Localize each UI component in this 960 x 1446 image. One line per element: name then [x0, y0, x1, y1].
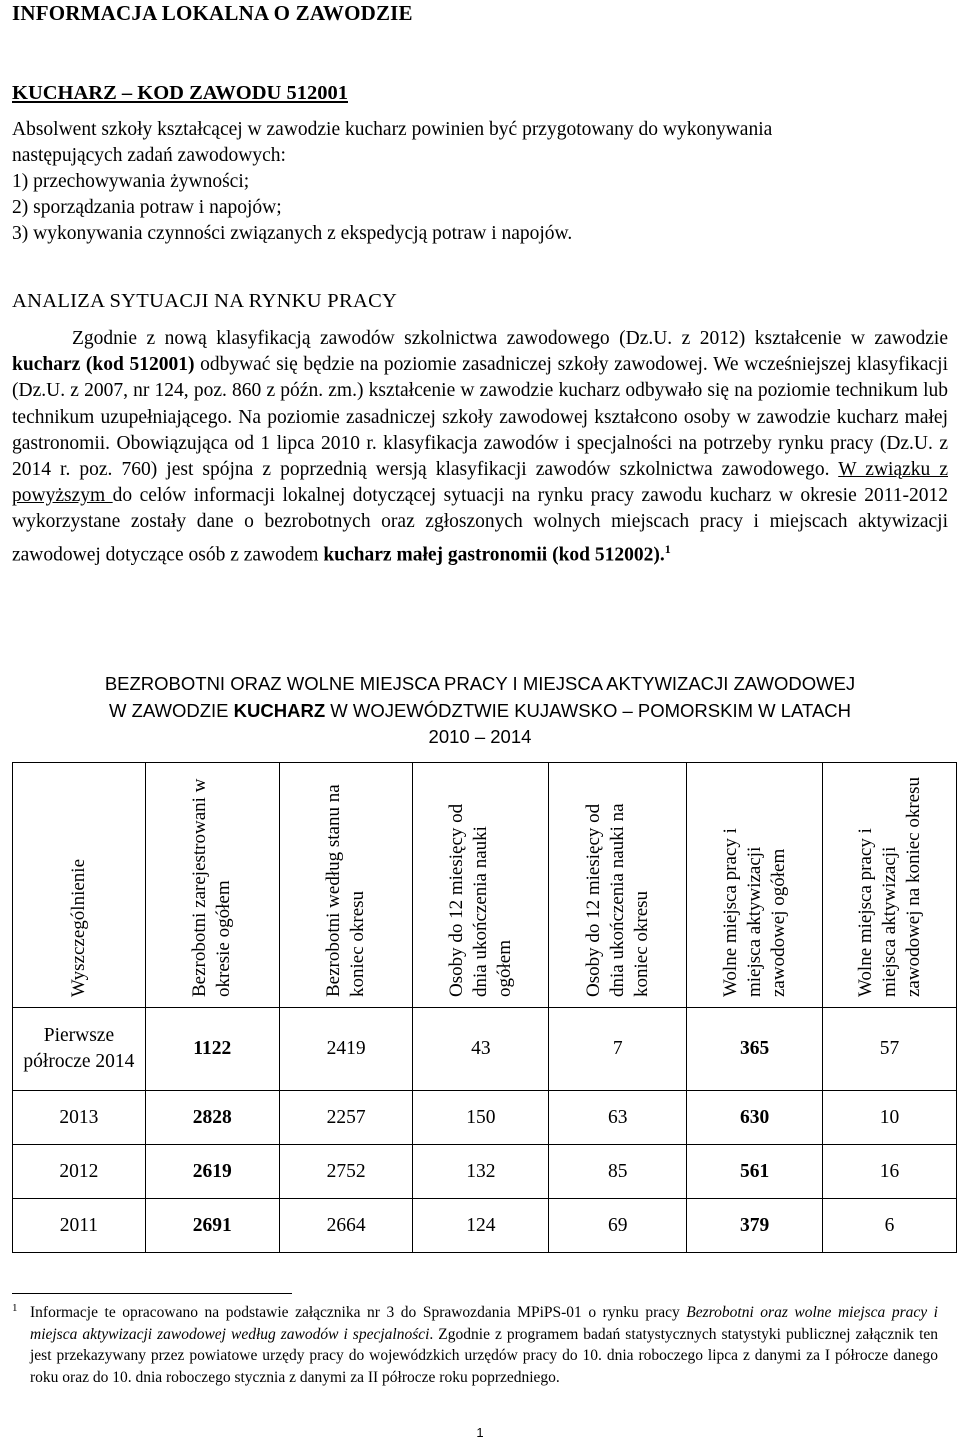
analysis-paragraph: [12, 326, 948, 568]
table-title: [12, 671, 948, 751]
table-title-text: W WOJEWÓDZTWIE KUJAWSKO – POMORSKIM W LATACH: [325, 699, 852, 721]
column-header-text: Bezrobotni według stanu na koniec okresu: [323, 784, 369, 997]
table-cell: 2419: [279, 1008, 413, 1091]
table-cell: 132: [413, 1145, 549, 1199]
table-cell: 561: [687, 1145, 823, 1199]
table-cell: 63: [549, 1091, 687, 1145]
table-cell: 7: [549, 1008, 687, 1091]
column-header: [13, 763, 146, 1008]
row-label: 2011: [13, 1199, 146, 1253]
table-cell: 2752: [279, 1145, 413, 1199]
table-row: [13, 1145, 957, 1199]
table-cell: 150: [413, 1091, 549, 1145]
table-title-line: BEZROBOTNI ORAZ WOLNE MIEJSCA PRACY I MIEJSCA AKTYWIZACJI ZAWODOWEJ: [104, 673, 856, 694]
intro-block: [12, 117, 948, 247]
intro-lead-line-2: następujących zadań zawodowych:: [12, 145, 286, 166]
analysis-text: odbywać się będzie na poziomie zasadniczej szkoły zawodowej. We wcześniejszej klasyfikacji (Dz.U. z 2007, nr 124, poz. 860 z późn. zm.) kształcenie w zawodzie kucharz odbywało się na poziomie technikum lub technikum uzupełniającego. Na poziomie zasadniczej szkoły zawodowej kształcono osoby w zawodzie kucharz małej gastronomii. Obowiązująca od 1 lipca 2010 r. klasyfikacja zawodów i specjalności na potrzeby rynku pracy (Dz.U. z 2014 r. poz. 760) jest spójna z poprzednią wersją klasyfikacji zawodów szkolnictwa zawodowego.: [12, 354, 948, 481]
document-title: INFORMACJA LOKALNA O ZAWODZIE: [12, 1, 413, 25]
footnote-text: Informacje te opracowano na podstawie załącznika nr 3 do Sprawozdania MPiPS-01 o rynku pracy: [30, 1304, 687, 1321]
analysis-underlined: W związku z powyższym: [12, 459, 948, 507]
table-cell: 85: [549, 1145, 687, 1199]
table-cell: 57: [823, 1008, 957, 1091]
table-cell: 43: [413, 1008, 549, 1091]
column-header: [279, 763, 413, 1008]
row-label: 2012: [13, 1145, 146, 1199]
column-header: [549, 763, 687, 1008]
table-cell: 6: [823, 1199, 957, 1253]
analysis-text: Zgodnie z nową klasyfikacją zawodów szkolnictwa zawodowego (Dz.U. z 2012) kształcenie w zawodzie: [72, 328, 948, 349]
analysis-text: do celów informacji lokalnej dotyczącej sytuacji na rynku pracy zawodu kucharz w okresie 2011-2012 wykorzystane zostały dane o bezrobotnych oraz zgłoszonych wolnych miejscach pracy i miejscach aktywizacji zawodowej dotyczące osób z zawodem: [12, 485, 948, 566]
table-cell: 365: [687, 1008, 823, 1091]
analysis-bold-code: kucharz (kod 512001): [12, 354, 195, 376]
footnote-italic-title: Bezrobotni oraz wolne miejsca pracy i miejsca aktywizacji zawodowej według zawodów i specjalności: [30, 1304, 938, 1343]
page-number: 1: [476, 1425, 484, 1440]
task-item: 2) sporządzania potraw i napojów;: [12, 197, 282, 218]
section-heading: ANALIZA SYTUACJI NA RYNKU PRACY: [12, 290, 398, 312]
column-header: [687, 763, 823, 1008]
table-cell: 2619: [145, 1145, 279, 1199]
footnote-reference[interactable]: 1: [664, 541, 671, 556]
table-cell: 2257: [279, 1091, 413, 1145]
table-cell: 124: [413, 1199, 549, 1253]
task-item: 1) przechowywania żywności;: [12, 171, 250, 192]
footnote-mark: 1: [12, 1302, 18, 1314]
table-cell: 69: [549, 1199, 687, 1253]
row-label: 2013: [13, 1091, 146, 1145]
task-item: 3) wykonywania czynności związanych z ekspedycją potraw i napojów.: [12, 223, 573, 244]
column-header: [823, 763, 957, 1008]
table-cell: 2664: [279, 1199, 413, 1253]
table-cell: 1122: [145, 1008, 279, 1091]
table-header-row: [13, 763, 957, 1008]
table-cell: 16: [823, 1145, 957, 1199]
footnote-text: . Zgodnie z programem badań statystycznych statystyki publicznej załącznik ten jest przekazywany przez powiatowe urzędy pracy do wojewódzkich urzędów pracy do 10. dnia roboczego lipca z danymi za I półrocze danego roku oraz do 10. dnia roboczego stycznia z danymi za II półrocze roku poprzedniego.: [30, 1325, 938, 1386]
table-title-years: 2010 – 2014: [428, 726, 532, 747]
table-cell: 630: [687, 1091, 823, 1145]
analysis-bold-profession: kucharz małej gastronomii (kod 512002).: [323, 544, 665, 566]
table-row: [13, 1199, 957, 1253]
intro-lead-line-1: Absolwent szkoły kształcącej w zawodzie kucharz powinien być przygotowany do wykonywania: [12, 119, 773, 140]
table-row: [13, 1091, 957, 1145]
statistics-table: [12, 762, 957, 1253]
table-title-bold: KUCHARZ: [233, 699, 326, 721]
profession-heading: KUCHARZ – KOD ZAWODU 512001: [12, 82, 348, 104]
footnote-separator: [12, 1293, 292, 1294]
table-row: [13, 1008, 957, 1091]
column-header-text: Osoby do 12 miesięcy od dnia ukończenia nauki na koniec okresu: [582, 803, 652, 997]
column-header-text: Wyszczególnienie: [67, 858, 89, 997]
column-header-text: Osoby do 12 miesięcy od dnia ukończenia nauki ogółem: [445, 803, 515, 997]
table-title-line: [12, 698, 948, 725]
table-cell: 2691: [145, 1199, 279, 1253]
column-header-text: Wolne miejsca pracy i miejsca aktywizacji zawodowej ogółem: [719, 828, 789, 997]
table-cell: 379: [687, 1199, 823, 1253]
footnote: [12, 1302, 938, 1388]
column-header: [145, 763, 279, 1008]
table-cell: 10: [823, 1091, 957, 1145]
column-header: [413, 763, 549, 1008]
table-cell: 2828: [145, 1091, 279, 1145]
column-header-text: Wolne miejsca pracy i miejsca aktywizacji zawodowej na koniec okresu: [854, 776, 924, 997]
column-header-text: Bezrobotni zarejestrowani w okresie ogółem: [189, 778, 235, 997]
table-title-text: W ZAWODZIE: [108, 699, 234, 721]
row-label: Pierwsze półrocze 2014: [13, 1008, 146, 1091]
